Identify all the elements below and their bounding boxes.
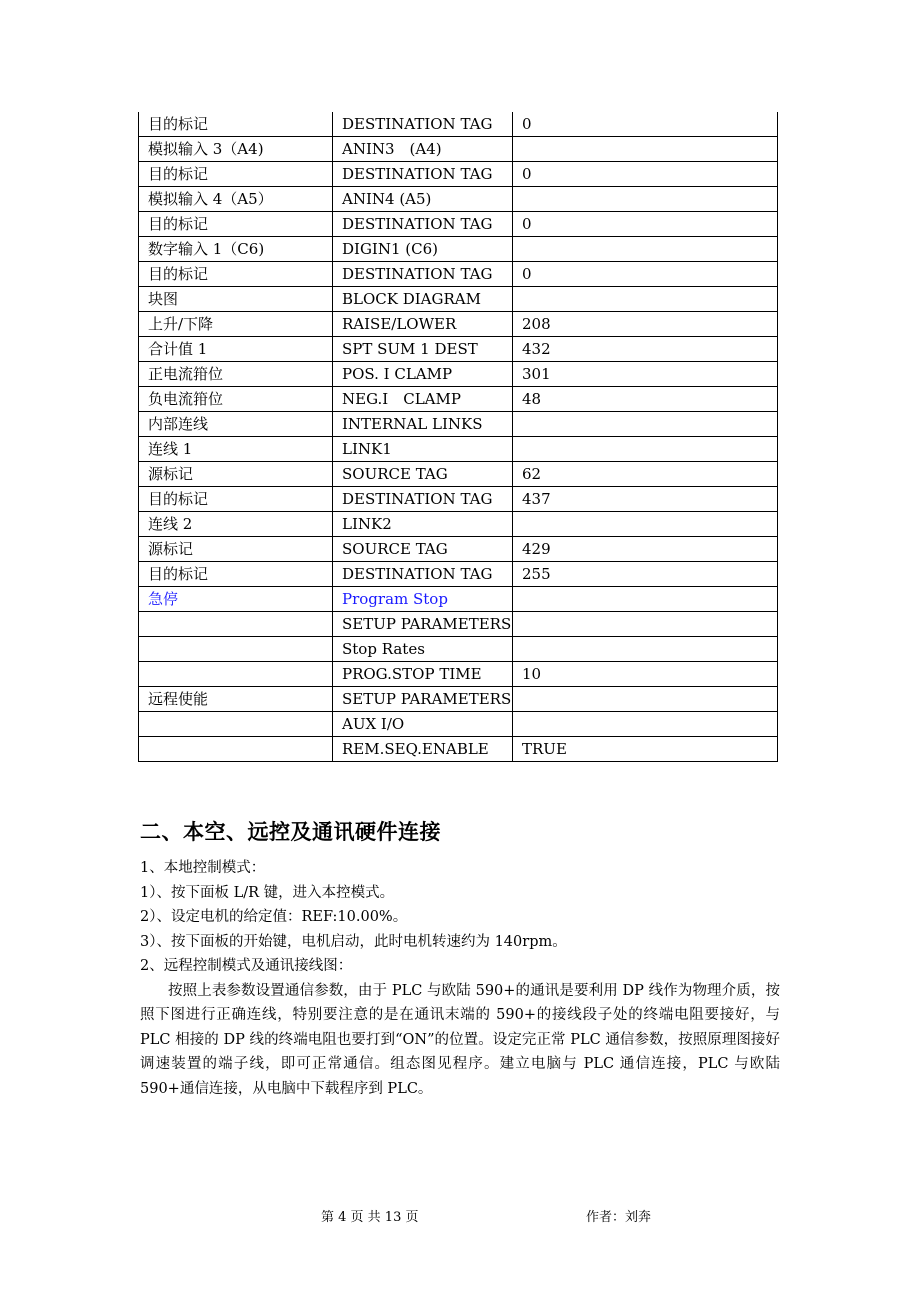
param-chinese-cell: 目的标记 [139,562,333,587]
param-value-cell [513,512,778,537]
param-chinese-cell [139,612,333,637]
section-body [140,856,780,1101]
text-line: 1、本地控制模式： [140,860,266,876]
param-value-cell: 301 [513,362,778,387]
param-value-cell: 0 [513,262,778,287]
param-value-cell [513,687,778,712]
param-value-cell [513,287,778,312]
param-value-cell: 0 [513,162,778,187]
param-chinese-cell: 连线 1 [139,437,333,462]
param-value-cell: 48 [513,387,778,412]
table-row [139,712,778,737]
param-value-cell [513,412,778,437]
param-english-cell: DESTINATION TAG [333,262,513,287]
param-english-cell: BLOCK DIAGRAM [333,287,513,312]
param-english-cell: ANIN3 (A4) [333,137,513,162]
table-row [139,337,778,362]
table-row [139,537,778,562]
param-value-cell: 255 [513,562,778,587]
param-english-cell: DESTINATION TAG [333,487,513,512]
param-value-cell: 0 [513,212,778,237]
param-value-cell: 432 [513,337,778,362]
param-chinese-cell: 目的标记 [139,162,333,187]
table-row [139,212,778,237]
param-english-cell: NEG.I CLAMP [333,387,513,412]
param-chinese-cell [139,637,333,662]
parameter-table-body [139,112,778,762]
table-row [139,187,778,212]
parameter-table [138,112,778,762]
table-row [139,487,778,512]
param-value-cell: 10 [513,662,778,687]
text-line: 3）、按下面板的开始键，电机启动，此时电机转速约为 140rpm。 [140,933,567,950]
text-line: 1）、按下面板 L/R 键，进入本控模式。 [140,884,395,901]
table-row [139,112,778,137]
param-english-cell: SETUP PARAMETERS [333,687,513,712]
param-chinese-cell [139,712,333,737]
param-english-cell: REM.SEQ.ENABLE [333,737,513,762]
param-value-cell: TRUE [513,737,778,762]
table-row [139,512,778,537]
text-line: 2、远程控制模式及通讯接线图： [140,958,353,974]
table-row [139,462,778,487]
param-chinese-cell: 数字输入 1（C6) [139,237,333,262]
param-chinese-cell: 目的标记 [139,262,333,287]
param-chinese-cell: 连线 2 [139,512,333,537]
param-chinese-cell: 模拟输入 4（A5） [139,187,333,212]
param-english-cell: Stop Rates [333,637,513,662]
table-row [139,562,778,587]
table-row [139,437,778,462]
param-value-cell [513,587,778,612]
page-number: 第 4 页 共 13 页 [321,1210,419,1225]
table-row [139,662,778,687]
param-chinese-cell: 负电流箝位 [139,387,333,412]
param-chinese-cell: 块图 [139,287,333,312]
param-value-cell [513,637,778,662]
param-english-cell: SOURCE TAG [333,462,513,487]
param-chinese-cell: 正电流箝位 [139,362,333,387]
param-value-cell: 62 [513,462,778,487]
param-english-cell: DESTINATION TAG [333,562,513,587]
table-row [139,587,778,612]
param-chinese-cell [139,737,333,762]
table-row [139,687,778,712]
table-row [139,162,778,187]
table-row [139,387,778,412]
param-english-cell: INTERNAL LINKS [333,412,513,437]
param-chinese-cell: 模拟输入 3（A4) [139,137,333,162]
param-chinese-cell: 目的标记 [139,212,333,237]
param-value-cell [513,437,778,462]
section-heading: 二、本空、远控及通讯硬件连接 [140,820,441,844]
param-value-cell: 437 [513,487,778,512]
param-value-cell: 429 [513,537,778,562]
table-row [139,262,778,287]
param-english-cell: DESTINATION TAG [333,162,513,187]
param-chinese-cell: 目的标记 [139,112,333,137]
param-english-cell: SETUP PARAMETERS [333,612,513,637]
table-row [139,612,778,637]
table-row [139,637,778,662]
param-value-cell [513,237,778,262]
param-chinese-cell: 内部连线 [139,412,333,437]
param-english-cell: PROG.STOP TIME [333,662,513,687]
param-value-cell [513,187,778,212]
param-chinese-cell: 急停 [139,587,333,612]
param-value-cell: 0 [513,112,778,137]
author-credit: 作者：刘奔 [586,1210,652,1225]
param-english-cell: LINK1 [333,437,513,462]
table-row [139,737,778,762]
param-english-cell: RAISE/LOWER [333,312,513,337]
param-value-cell [513,612,778,637]
param-value-cell [513,712,778,737]
param-english-cell: Program Stop [333,587,513,612]
param-chinese-cell: 源标记 [139,537,333,562]
param-english-cell: AUX I/O [333,712,513,737]
param-chinese-cell: 上升/下降 [139,312,333,337]
body-paragraph: 按照上表参数设置通信参数，由于 PLC 与欧陆 590+的通讯是要利用 DP 线作为物理介质，按照下图进行正确连线，特别要注意的是在通讯末端的 590+的接线段子处的终端电阻要接好，与 PLC 相接的 DP 线的终端电阻也要打到“ON”的位置。设定完正常 PLC 通信参数，按照原理图接好调速装置的端子线，即可正常通信。组态图见程序。建立电脑与 PLC 通信连接，PLC 与欧陆 590+通信连接，从电脑中下载程序到 PLC。 [140,982,780,1097]
param-english-cell: LINK2 [333,512,513,537]
table-row [139,362,778,387]
text-line: 2）、设定电机的给定值：REF:10.00%。 [140,909,408,925]
table-row [139,412,778,437]
table-row [139,237,778,262]
param-value-cell [513,137,778,162]
param-chinese-cell: 源标记 [139,462,333,487]
param-english-cell: ANIN4 (A5) [333,187,513,212]
param-english-cell: POS. I CLAMP [333,362,513,387]
param-english-cell: DIGIN1 (C6) [333,237,513,262]
param-english-cell: SOURCE TAG [333,537,513,562]
param-chinese-cell: 远程使能 [139,687,333,712]
param-english-cell: DESTINATION TAG [333,112,513,137]
param-chinese-cell: 目的标记 [139,487,333,512]
table-row [139,137,778,162]
param-chinese-cell [139,662,333,687]
param-english-cell: SPT SUM 1 DEST [333,337,513,362]
table-row [139,287,778,312]
param-english-cell: DESTINATION TAG [333,212,513,237]
param-chinese-cell: 合计值 1 [139,337,333,362]
table-row [139,312,778,337]
param-value-cell: 208 [513,312,778,337]
